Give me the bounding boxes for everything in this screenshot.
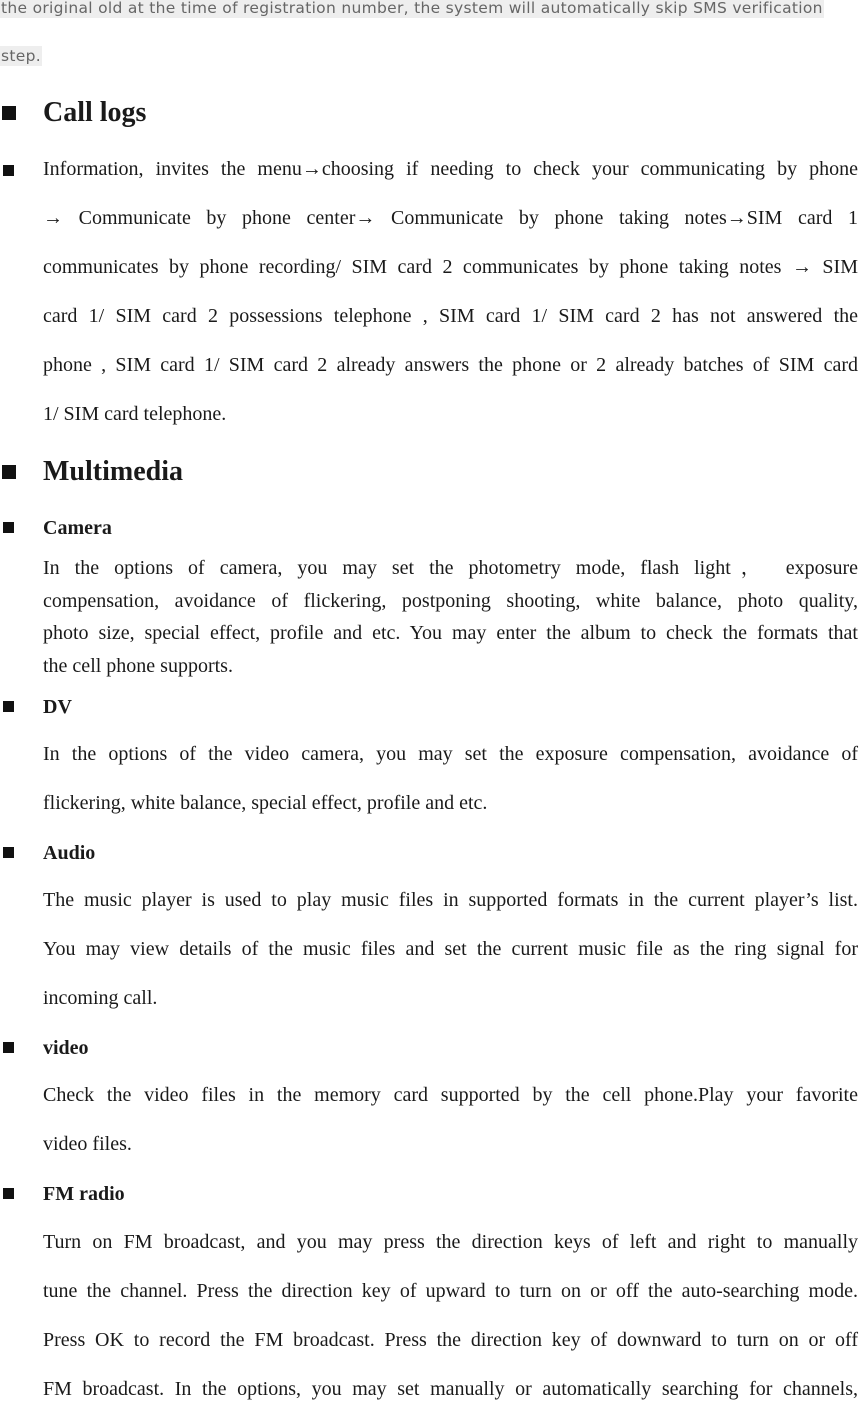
list-bullet-icon <box>3 847 14 858</box>
list-bullet-icon <box>3 1188 14 1199</box>
paragraph-line: The music player is used to play music files in supported formats in the current player’s list. <box>43 889 858 911</box>
paragraph-line: Check the video files in the memory card supported by the cell phone.Play your favorite <box>43 1084 858 1106</box>
paragraph-line: You may view details of the music files and set the current music file as the ring signal for <box>43 938 858 960</box>
paragraph-line: In the options of camera, you may set the photometry mode, flash light， exposure <box>43 557 858 579</box>
dv-paragraph <box>43 730 858 828</box>
paragraph-line: flickering, white balance, special effect, profile and etc. <box>43 792 488 814</box>
paragraph-line: Information, invites the menu→choosing if needing to check your communicating by phone <box>43 158 858 180</box>
paragraph-line: Press OK to record the FM broadcast. Press the direction key of downward to turn on or off <box>43 1329 858 1351</box>
video-paragraph <box>43 1071 858 1169</box>
paragraph-line: FM broadcast. In the options, you may set manually or automatically searching for channels, <box>43 1378 858 1400</box>
paragraph-line: card 1/ SIM card 2 possessions telephone , SIM card 1/ SIM card 2 has not answered the <box>43 305 858 327</box>
continuation-line: step. <box>1 47 41 65</box>
list-bullet-icon <box>3 522 14 533</box>
paragraph-line: In the options of the video camera, you may set the exposure compensation, avoidance of <box>43 743 858 765</box>
section-bullet-icon <box>2 106 16 120</box>
paragraph-line: 1/ SIM card telephone. <box>43 403 227 425</box>
paragraph-line: photo size, special effect, profile and etc. You may enter the album to check the formats that <box>43 622 858 644</box>
paragraph-line: phone , SIM card 1/ SIM card 2 already answers the phone or 2 already batches of SIM card <box>43 354 858 376</box>
continuation-line: the original old at the time of registration number, the system will automatically skip SMS verification <box>1 0 823 17</box>
section-heading-multimedia: Multimedia <box>43 456 183 487</box>
subsection-title-video: video <box>43 1037 89 1059</box>
call-logs-paragraph <box>43 145 858 439</box>
paragraph-line: communicates by phone recording/ SIM card 2 communicates by phone taking notes → SIM <box>43 256 858 278</box>
section-bullet-icon <box>2 465 16 479</box>
paragraph-line: the cell phone supports. <box>43 654 233 677</box>
section-heading-call-logs: Call logs <box>43 97 147 128</box>
camera-paragraph <box>43 552 858 682</box>
subsection-title-dv: DV <box>43 696 72 718</box>
paragraph-line: tune the channel. Press the direction key of upward to turn on or off the auto-searching mode. <box>43 1280 858 1302</box>
paragraph-line: Turn on FM broadcast, and you may press the direction keys of left and right to manually <box>43 1231 858 1253</box>
subsection-title-camera: Camera <box>43 517 112 539</box>
subsection-title-fm-radio: FM radio <box>43 1183 125 1205</box>
subsection-title-audio: Audio <box>43 842 96 864</box>
list-bullet-icon <box>3 701 14 712</box>
paragraph-line: video files. <box>43 1133 132 1155</box>
paragraph-line: → Communicate by phone center→ Communicate by phone taking notes→SIM card 1 <box>43 207 858 229</box>
paragraph-line: compensation, avoidance of flickering, postponing shooting, white balance, photo quality, <box>43 589 858 612</box>
list-bullet-icon <box>3 165 14 176</box>
list-bullet-icon <box>3 1042 14 1053</box>
fm-radio-paragraph <box>43 1218 858 1414</box>
paragraph-line: incoming call. <box>43 987 158 1009</box>
audio-paragraph <box>43 876 858 1023</box>
